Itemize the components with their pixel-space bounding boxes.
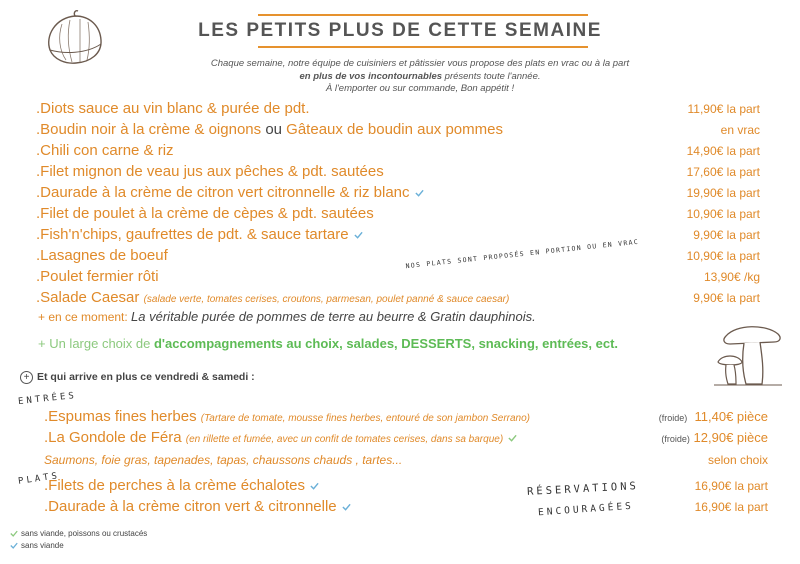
dish-row <box>36 100 760 120</box>
portion-stamp: NOS PLATS SONT PROPOSÉS EN PORTION OU EN VRAC <box>405 237 640 271</box>
extra-row <box>44 451 768 471</box>
intro-line-2 <box>120 71 720 84</box>
title-rule-top <box>258 14 588 16</box>
dish-price: 19,90€ la part <box>686 186 760 200</box>
dish-name: .Salade Caesar <box>36 289 140 306</box>
current-special-text: La véritable purée de pommes de terre au beurre & Gratin dauphinois. <box>131 309 536 324</box>
weekend-heading-text: Et qui arrive en plus ce vendredi & samedi : <box>37 371 255 383</box>
green-check-icon <box>10 530 18 537</box>
green-check-icon <box>342 503 351 511</box>
sides-choice <box>38 336 618 351</box>
extra-price: 12,90€ pièce <box>693 430 768 445</box>
dish-price: 10,90€ la part <box>686 207 760 221</box>
current-special-prefix: + en ce moment: <box>38 310 132 324</box>
extra-temperature: (froide) <box>661 434 690 444</box>
dish-price: 17,60€ la part <box>686 165 760 179</box>
dish-row <box>36 247 760 267</box>
intro-line-1: Chaque semaine, notre équipe de cuisiniers et pâtissier vous propose des plats en vrac ou à la part <box>210 58 630 69</box>
dish-name: .Chili con carne & riz <box>36 142 174 159</box>
intro-text <box>120 58 720 96</box>
green-check-icon <box>354 231 363 239</box>
dish-name: .Lasagnes de boeuf <box>36 247 168 264</box>
entrees-label: ENTRÉES <box>17 390 78 408</box>
extra-description: (en rillette et fumée, avec un confit de tomates cerises, dans sa barque) <box>185 434 504 445</box>
intro-bold: en plus de vos incontournables <box>299 70 443 82</box>
blue-check-icon <box>10 542 18 549</box>
extra-price: 11,40€ pièce <box>694 409 768 424</box>
green-check-icon <box>415 189 424 197</box>
extra-price: selon choix <box>707 453 768 467</box>
dish-name: .Fish'n'chips, gaufrettes de pdt. & sauce tartare <box>36 226 349 243</box>
extra-name: .La Gondole de Féra <box>44 429 182 446</box>
plus-circle-icon: + <box>20 371 33 384</box>
dish-row <box>36 226 760 246</box>
page-title: LES PETITS PLUS DE CETTE SEMAINE <box>198 20 602 41</box>
intro-line-2-rest: présents toute l'année. <box>442 70 541 82</box>
mushrooms-illustration <box>708 322 788 392</box>
sides-choice-bold: d'accompagnements au choix, salades, DESSERTS, snacking, entrées, ect. <box>153 336 619 351</box>
dish-price: 11,90€ la part <box>687 102 760 116</box>
dish-price: 13,90€ /kg <box>703 270 760 284</box>
dish-row <box>36 121 760 141</box>
extra-temperature: (froide) <box>658 413 688 423</box>
dish-row <box>36 205 760 225</box>
dish-name: .Daurade à la crème de citron vert citronnelle & riz blanc <box>36 184 410 201</box>
dish-price: 9,90€ la part <box>693 291 760 305</box>
plats-label: PLATS <box>17 471 61 487</box>
dish-name: .Filet mignon de veau jus aux pêches & pdt. sautées <box>36 163 384 180</box>
extra-description: (Tartare de tomate, mousse fines herbes, entouré de son jambon Serrano) <box>200 413 531 424</box>
dish-description: (salade verte, tomates cerises, croutons, parmesan, poulet panné & sauce caesar) <box>143 294 510 305</box>
sides-choice-prefix: + Un large choix de <box>38 336 154 351</box>
dish-separator: ou <box>265 121 282 138</box>
title-rule-bottom <box>258 46 588 48</box>
intro-line-3: À l'emporter ou sur commande, Bon appétit ! <box>325 83 515 94</box>
extra-row <box>44 429 768 449</box>
dish-price: en vrac <box>720 123 760 137</box>
extra-price: 16,90€ la part <box>694 500 768 514</box>
dish-row <box>36 268 760 288</box>
extra-row <box>44 498 768 518</box>
reservations-line-1: RÉSERVATIONS <box>526 480 640 498</box>
extra-price: 16,90€ la part <box>694 479 768 493</box>
dish-name: .Boudin noir à la crème & oignons <box>36 121 262 138</box>
extra-name: Saumons, foie gras, tapenades, tapas, chaussons chauds , tartes... <box>44 453 403 467</box>
extra-name: .Daurade à la crème citron vert & citronnelle <box>44 498 337 515</box>
legend-item <box>10 541 64 550</box>
current-special <box>38 309 536 324</box>
legend-text: sans viande <box>21 541 64 550</box>
dish-price: 10,90€ la part <box>686 249 760 263</box>
dish-name: .Filet de poulet à la crème de cèpes & pdt. sautées <box>36 205 374 222</box>
dish-price: 14,90€ la part <box>686 144 760 158</box>
green-check-icon <box>310 482 319 490</box>
weekend-heading <box>20 371 255 384</box>
green-check-icon <box>508 434 517 442</box>
legend-item <box>10 529 147 538</box>
dish-name: .Diots sauce au vin blanc & purée de pdt. <box>36 100 310 117</box>
dish-row <box>36 163 760 183</box>
reservations-line-2: ENCOURAGÉES <box>537 500 635 519</box>
extra-name: .Filets de perches à la crème échalotes <box>44 477 305 494</box>
dish-name: .Poulet fermier rôti <box>36 268 159 285</box>
dish-price: 9,90€ la part <box>693 228 760 242</box>
dish-row <box>36 184 760 204</box>
legend-text: sans viande, poissons ou crustacés <box>21 529 148 538</box>
dish-row <box>36 289 760 309</box>
dish-name-alt: Gâteaux de boudin aux pommes <box>286 121 503 138</box>
extra-row <box>44 477 768 497</box>
extra-row <box>44 408 768 428</box>
extra-name: .Espumas fines herbes <box>44 408 197 425</box>
dish-row <box>36 142 760 162</box>
